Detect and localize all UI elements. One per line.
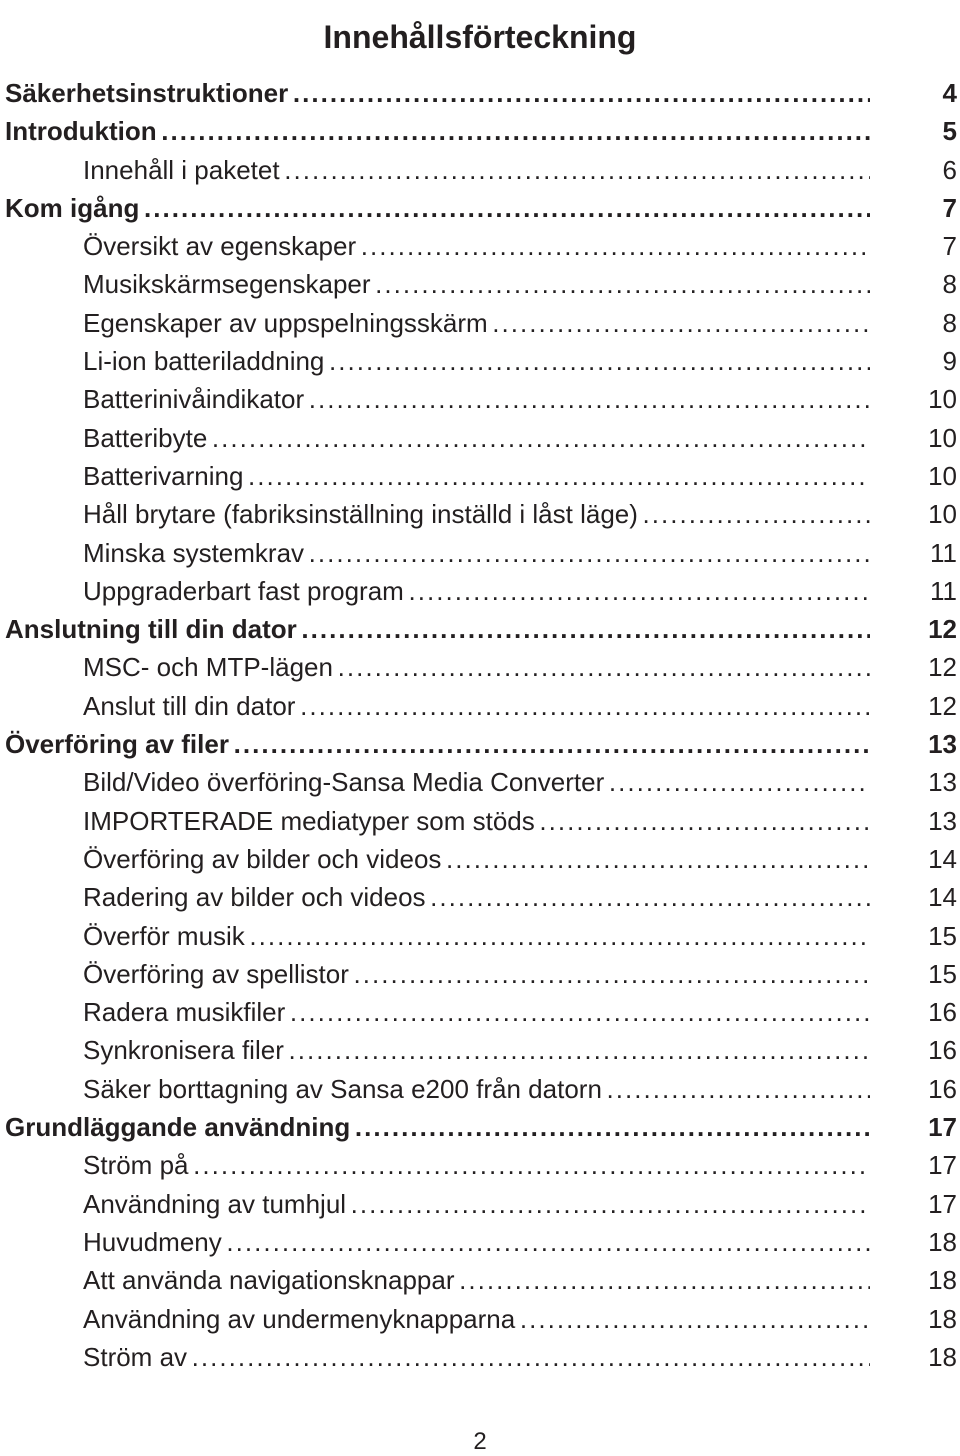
toc-subsection-entry[interactable] bbox=[5, 1338, 960, 1376]
toc-entry-page: 10 bbox=[928, 384, 957, 415]
toc-entry-page: 13 bbox=[928, 767, 957, 798]
toc-entry-label: Egenskaper av uppspelningsskärm . . . bbox=[83, 304, 870, 342]
toc-subsection-entry[interactable] bbox=[5, 227, 960, 265]
toc-entry-label: Radera musikfiler . . . bbox=[83, 993, 870, 1031]
toc-entry-label: Överför musik . . . bbox=[83, 917, 870, 955]
toc-entry-label: Introduktion . . . bbox=[5, 112, 870, 150]
toc-entry-page: 4 bbox=[942, 78, 957, 108]
toc-entry-label: Batterinivåindikator . . . bbox=[83, 380, 870, 418]
toc-entry-page: 16 bbox=[928, 1073, 957, 1104]
toc-entry-label: IMPORTERADE mediatyper som stöds . . . bbox=[83, 802, 870, 840]
toc-subsection-entry[interactable] bbox=[5, 1300, 960, 1338]
toc-entry-label: Översikt av egenskaper . . . bbox=[83, 227, 870, 265]
toc-entry-label: Ström på . . . bbox=[83, 1146, 870, 1184]
toc-subsection-entry[interactable] bbox=[5, 495, 960, 533]
toc-entry-page: 10 bbox=[928, 460, 957, 491]
toc-entry-label: Användning av tumhjul . . . bbox=[83, 1185, 870, 1223]
page-title: Innehållsförteckning bbox=[323, 19, 637, 56]
table-of-contents bbox=[5, 74, 960, 1376]
toc-entry-page: 11 bbox=[930, 537, 957, 568]
toc-subsection-entry[interactable] bbox=[5, 1146, 960, 1184]
toc-entry-page: 5 bbox=[942, 116, 957, 147]
toc-entry-page: 7 bbox=[942, 231, 957, 262]
toc-subsection-entry[interactable] bbox=[5, 955, 960, 993]
toc-subsection-entry[interactable] bbox=[5, 917, 960, 955]
toc-entry-label: Kom igång . . . bbox=[5, 189, 870, 227]
toc-subsection-entry[interactable] bbox=[5, 1223, 960, 1261]
toc-entry-page: 8 bbox=[942, 269, 957, 300]
toc-section-entry[interactable] bbox=[5, 74, 960, 112]
toc-subsection-entry[interactable] bbox=[5, 1070, 960, 1108]
toc-entry-page: 12 bbox=[928, 652, 957, 683]
toc-entry-page: 13 bbox=[928, 805, 957, 836]
toc-entry-label: Grundläggande användning . . . bbox=[5, 1108, 870, 1146]
toc-entry-page: 11 bbox=[930, 575, 957, 606]
toc-entry-label: Att använda navigationsknappar . . . bbox=[83, 1261, 870, 1299]
toc-entry-label: Batteribyte . . . bbox=[83, 419, 870, 457]
toc-entry-label: Anslut till din dator . . . bbox=[83, 687, 870, 725]
toc-entry-page: 8 bbox=[942, 307, 957, 338]
toc-subsection-entry[interactable] bbox=[5, 687, 960, 725]
toc-entry-page: 17 bbox=[928, 1150, 957, 1181]
toc-entry-page: 18 bbox=[928, 1265, 957, 1296]
toc-entry-page: 16 bbox=[928, 997, 957, 1028]
toc-entry-label: Li-ion batteriladdning . . . bbox=[83, 342, 870, 380]
toc-entry-label: Huvudmeny . . . bbox=[83, 1223, 870, 1261]
toc-entry-page: 14 bbox=[928, 843, 957, 874]
toc-entry-page: 12 bbox=[928, 690, 957, 721]
toc-entry-label: Säker borttagning av Sansa e200 från datorn . . . bbox=[83, 1070, 870, 1108]
toc-subsection-entry[interactable] bbox=[5, 457, 960, 495]
toc-entry-label: Minska systemkrav . . . bbox=[83, 534, 870, 572]
toc-section-entry[interactable] bbox=[5, 112, 960, 150]
toc-entry-page: 15 bbox=[928, 958, 957, 989]
toc-subsection-entry[interactable] bbox=[5, 802, 960, 840]
toc-entry-label: Överföring av spellistor . . . bbox=[83, 955, 870, 993]
toc-entry-label: Bild/Video överföring-Sansa Media Converter . . . bbox=[83, 763, 870, 801]
toc-entry-page: 16 bbox=[928, 1035, 957, 1066]
toc-subsection-entry[interactable] bbox=[5, 993, 960, 1031]
toc-entry-label: Radering av bilder och videos . . . bbox=[83, 878, 870, 916]
toc-entry-label: Ström av . . . bbox=[83, 1338, 870, 1376]
toc-entry-label: Säkerhetsinstruktioner . . . bbox=[5, 74, 870, 112]
toc-entry-page: 10 bbox=[928, 422, 957, 453]
page-number: 2 bbox=[473, 1428, 487, 1455]
toc-subsection-entry[interactable] bbox=[5, 648, 960, 686]
toc-entry-page: 13 bbox=[928, 729, 957, 760]
toc-subsection-entry[interactable] bbox=[5, 380, 960, 418]
toc-entry-label: Överföring av filer . . . bbox=[5, 725, 870, 763]
toc-entry-label: Anslutning till din dator . . . bbox=[5, 610, 870, 648]
toc-entry-label: Innehåll i paketet . . . bbox=[83, 151, 870, 189]
toc-section-entry[interactable] bbox=[5, 725, 960, 763]
toc-subsection-entry[interactable] bbox=[5, 572, 960, 610]
toc-section-entry[interactable] bbox=[5, 189, 960, 227]
toc-subsection-entry[interactable] bbox=[5, 151, 960, 189]
toc-entry-label: Batterivarning . . . bbox=[83, 457, 870, 495]
toc-subsection-entry[interactable] bbox=[5, 265, 960, 303]
toc-subsection-entry[interactable] bbox=[5, 878, 960, 916]
toc-entry-page: 7 bbox=[942, 192, 957, 223]
toc-subsection-entry[interactable] bbox=[5, 304, 960, 342]
toc-subsection-entry[interactable] bbox=[5, 763, 960, 801]
toc-entry-page: 17 bbox=[928, 1188, 957, 1219]
toc-entry-page: 9 bbox=[942, 346, 957, 377]
toc-section-entry[interactable] bbox=[5, 610, 960, 648]
toc-entry-label: Uppgraderbart fast program . . . bbox=[83, 572, 870, 610]
toc-entry-label: Synkronisera filer . . . bbox=[83, 1031, 870, 1069]
toc-entry-label: Musikskärmsegenskaper . . . bbox=[83, 265, 870, 303]
toc-subsection-entry[interactable] bbox=[5, 342, 960, 380]
toc-entry-page: 17 bbox=[928, 1112, 957, 1143]
toc-subsection-entry[interactable] bbox=[5, 840, 960, 878]
toc-entry-page: 18 bbox=[928, 1341, 957, 1372]
toc-entry-label: Överföring av bilder och videos . . . bbox=[83, 840, 870, 878]
toc-subsection-entry[interactable] bbox=[5, 1185, 960, 1223]
toc-subsection-entry[interactable] bbox=[5, 534, 960, 572]
toc-section-entry[interactable] bbox=[5, 1108, 960, 1146]
toc-entry-label: MSC- och MTP-lägen . . . bbox=[83, 648, 870, 686]
toc-entry-page: 15 bbox=[928, 920, 957, 951]
toc-entry-page: 10 bbox=[928, 499, 957, 530]
toc-subsection-entry[interactable] bbox=[5, 1261, 960, 1299]
toc-subsection-entry[interactable] bbox=[5, 419, 960, 457]
toc-entry-page: 6 bbox=[942, 154, 957, 185]
toc-entry-page: 12 bbox=[928, 614, 957, 645]
toc-subsection-entry[interactable] bbox=[5, 1031, 960, 1069]
toc-entry-label: Håll brytare (fabriksinställning inställd i låst läge) . . . bbox=[83, 495, 870, 533]
toc-entry-page: 14 bbox=[928, 882, 957, 913]
toc-entry-page: 18 bbox=[928, 1226, 957, 1257]
toc-entry-label: Användning av undermenyknapparna . . . bbox=[83, 1300, 870, 1338]
toc-entry-page: 18 bbox=[928, 1303, 957, 1334]
